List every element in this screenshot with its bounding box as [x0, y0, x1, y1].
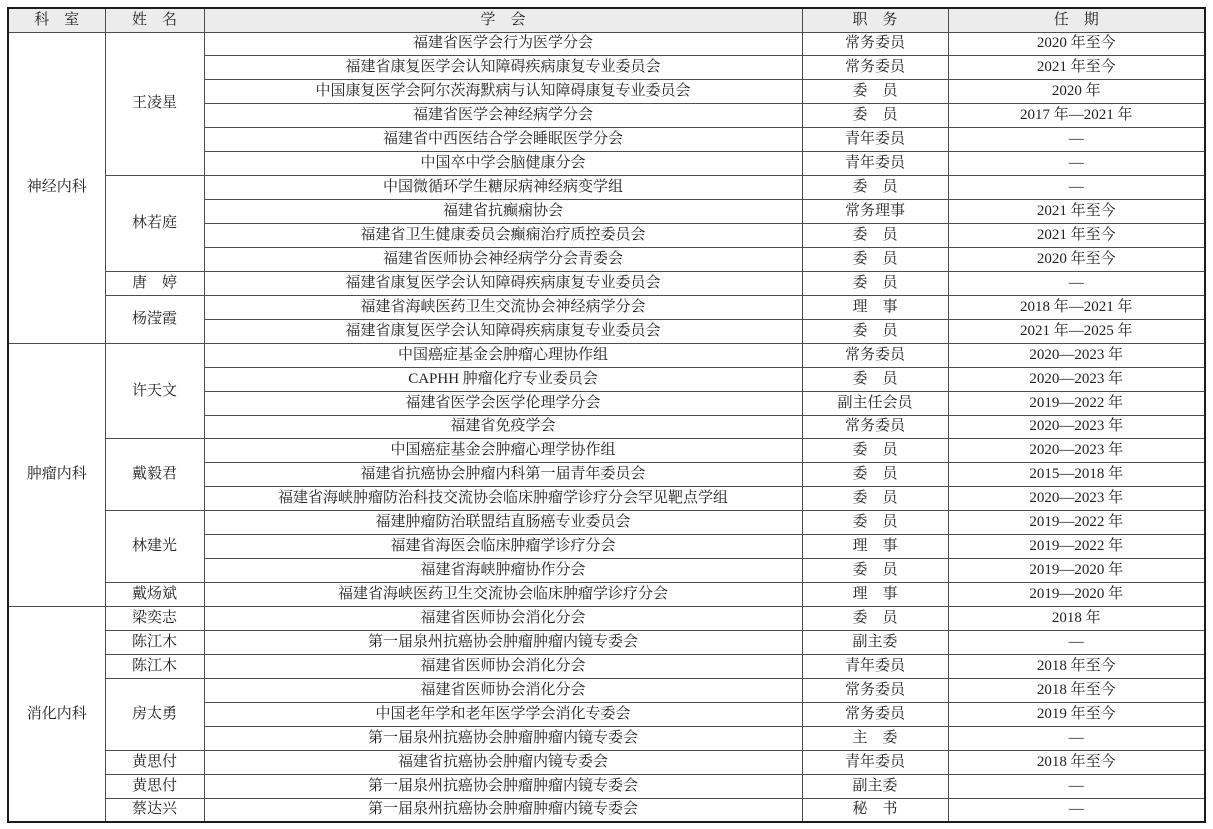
position-cell: 常务委员: [802, 343, 948, 367]
position-cell: 委 员: [802, 271, 948, 295]
position-cell: 常务理事: [802, 200, 948, 224]
society-cell: 福建省医师协会消化分会: [204, 607, 802, 631]
term-cell: 2020—2023 年: [948, 343, 1205, 367]
table-row: [8, 176, 1205, 200]
term-cell: 2020 年: [948, 80, 1205, 104]
position-cell: 副主任会员: [802, 391, 948, 415]
table-row: [8, 295, 1205, 319]
position-cell: 常务委员: [802, 32, 948, 56]
society-cell: 福建省海医会临床肿瘤学诊疗分会: [204, 535, 802, 559]
header-term: 任 期: [948, 8, 1205, 32]
society-cell: 福建省免疫学会: [204, 415, 802, 439]
society-cell: 福建省海峡医药卫生交流协会神经病学分会: [204, 295, 802, 319]
term-cell: 2021 年至今: [948, 224, 1205, 248]
term-cell: 2018 年—2021 年: [948, 295, 1205, 319]
name-cell: 王凌星: [105, 32, 204, 176]
term-cell: 2018 年至今: [948, 678, 1205, 702]
position-cell: 委 员: [802, 439, 948, 463]
table-row: [8, 678, 1205, 702]
table-row: [8, 511, 1205, 535]
society-cell: 中国微循环学生糖尿病神经病变学组: [204, 176, 802, 200]
department-cell: 消化内科: [8, 607, 105, 823]
term-cell: 2019—2020 年: [948, 583, 1205, 607]
society-cell: CAPHH 肿瘤化疗专业委员会: [204, 367, 802, 391]
position-cell: 委 员: [802, 224, 948, 248]
table-row: [8, 32, 1205, 56]
name-cell: 杨滢霞: [105, 295, 204, 343]
position-cell: 委 员: [802, 559, 948, 583]
table-row: [8, 607, 1205, 631]
header-row: [8, 8, 1205, 32]
society-cell: 福建省医师协会消化分会: [204, 654, 802, 678]
term-cell: 2021 年—2025 年: [948, 319, 1205, 343]
society-cell: 福建省抗癌协会肿瘤内镜专委会: [204, 750, 802, 774]
society-cell: 福建省医学会行为医学分会: [204, 32, 802, 56]
society-cell: 福建省医师协会神经病学分会青委会: [204, 247, 802, 271]
position-cell: 青年委员: [802, 152, 948, 176]
name-cell: 陈江木: [105, 654, 204, 678]
name-cell: 戴毅君: [105, 439, 204, 511]
society-cell: 福建省康复医学会认知障碍疾病康复专业委员会: [204, 271, 802, 295]
name-cell: 林若庭: [105, 176, 204, 272]
term-cell: —: [948, 152, 1205, 176]
term-cell: 2018 年至今: [948, 750, 1205, 774]
society-cell: 福建省康复医学会认知障碍疾病康复专业委员会: [204, 319, 802, 343]
society-cell: 福建省海峡肿瘤协作分会: [204, 559, 802, 583]
term-cell: —: [948, 774, 1205, 798]
society-cell: 中国康复医学会阿尔茨海默病与认知障碍康复专业委员会: [204, 80, 802, 104]
term-cell: 2019—2020 年: [948, 559, 1205, 583]
name-cell: 许天文: [105, 343, 204, 439]
position-cell: 委 员: [802, 80, 948, 104]
society-cell: 福建省卫生健康委员会癫痫治疗质控委员会: [204, 224, 802, 248]
position-cell: 秘 书: [802, 798, 948, 822]
position-cell: 理 事: [802, 583, 948, 607]
term-cell: 2018 年至今: [948, 654, 1205, 678]
society-cell: 福建省康复医学会认知障碍疾病康复专业委员会: [204, 56, 802, 80]
society-cell: 中国癌症基金会肿瘤心理协作组: [204, 343, 802, 367]
table-row: [8, 439, 1205, 463]
term-cell: 2017 年—2021 年: [948, 104, 1205, 128]
position-cell: 常务委员: [802, 56, 948, 80]
position-cell: 委 员: [802, 463, 948, 487]
term-cell: 2020 年至今: [948, 247, 1205, 271]
society-cell: 福建省医师协会消化分会: [204, 678, 802, 702]
header-department: 科 室: [8, 8, 105, 32]
table-row: [8, 798, 1205, 822]
term-cell: 2019—2022 年: [948, 511, 1205, 535]
position-cell: 常务委员: [802, 415, 948, 439]
term-cell: —: [948, 630, 1205, 654]
position-cell: 青年委员: [802, 128, 948, 152]
term-cell: —: [948, 176, 1205, 200]
header-name: 姓 名: [105, 8, 204, 32]
society-cell: 福建省中西医结合学会睡眠医学分会: [204, 128, 802, 152]
term-cell: 2019—2022 年: [948, 535, 1205, 559]
society-cell: 第一届泉州抗癌协会肿瘤肿瘤内镜专委会: [204, 630, 802, 654]
table-row: [8, 750, 1205, 774]
term-cell: 2020—2023 年: [948, 415, 1205, 439]
term-cell: 2020—2023 年: [948, 487, 1205, 511]
position-cell: 青年委员: [802, 654, 948, 678]
society-cell: 福建省海峡肿瘤防治科技交流协会临床肿瘤学诊疗分会罕见靶点学组: [204, 487, 802, 511]
position-cell: 委 员: [802, 511, 948, 535]
name-cell: 房太勇: [105, 678, 204, 750]
position-cell: 委 员: [802, 104, 948, 128]
society-cell: 中国癌症基金会肿瘤心理学协作组: [204, 439, 802, 463]
term-cell: 2020—2023 年: [948, 439, 1205, 463]
term-cell: 2018 年: [948, 607, 1205, 631]
table-body: [8, 32, 1205, 822]
term-cell: —: [948, 798, 1205, 822]
position-cell: 常务委员: [802, 702, 948, 726]
position-cell: 理 事: [802, 295, 948, 319]
name-cell: 黄思付: [105, 774, 204, 798]
term-cell: 2021 年至今: [948, 200, 1205, 224]
position-cell: 主 委: [802, 726, 948, 750]
society-cell: 福建省海峡医药卫生交流协会临床肿瘤学诊疗分会: [204, 583, 802, 607]
society-cell: 福建省抗癌协会肿瘤内科第一届青年委员会: [204, 463, 802, 487]
table-row: [8, 343, 1205, 367]
table-row: [8, 774, 1205, 798]
name-cell: 蔡达兴: [105, 798, 204, 822]
table-header-row: [8, 8, 1205, 32]
membership-table: [7, 7, 1206, 823]
society-cell: 中国卒中学会脑健康分会: [204, 152, 802, 176]
society-cell: 福建肿瘤防治联盟结直肠癌专业委员会: [204, 511, 802, 535]
society-cell: 福建省医学会医学伦理学分会: [204, 391, 802, 415]
header-position: 职 务: [802, 8, 948, 32]
society-cell: 福建省医学会神经病学分会: [204, 104, 802, 128]
society-cell: 福建省抗癫痫协会: [204, 200, 802, 224]
term-cell: —: [948, 128, 1205, 152]
position-cell: 委 员: [802, 607, 948, 631]
term-cell: 2019 年至今: [948, 702, 1205, 726]
term-cell: —: [948, 726, 1205, 750]
position-cell: 委 员: [802, 176, 948, 200]
table-row: [8, 630, 1205, 654]
term-cell: 2020 年至今: [948, 32, 1205, 56]
position-cell: 委 员: [802, 367, 948, 391]
society-cell: 中国老年学和老年医学学会消化专委会: [204, 702, 802, 726]
name-cell: 戴炀斌: [105, 583, 204, 607]
society-cell: 第一届泉州抗癌协会肿瘤肿瘤内镜专委会: [204, 798, 802, 822]
department-cell: 肿瘤内科: [8, 343, 105, 606]
term-cell: 2020—2023 年: [948, 367, 1205, 391]
name-cell: 梁奕志: [105, 607, 204, 631]
position-cell: 委 员: [802, 319, 948, 343]
name-cell: 陈江木: [105, 630, 204, 654]
term-cell: 2019—2022 年: [948, 391, 1205, 415]
table-row: [8, 583, 1205, 607]
table-row: [8, 654, 1205, 678]
society-cell: 第一届泉州抗癌协会肿瘤肿瘤内镜专委会: [204, 774, 802, 798]
name-cell: 林建光: [105, 511, 204, 583]
header-society: 学 会: [204, 8, 802, 32]
position-cell: 委 员: [802, 487, 948, 511]
position-cell: 委 员: [802, 247, 948, 271]
position-cell: 常务委员: [802, 678, 948, 702]
term-cell: 2021 年至今: [948, 56, 1205, 80]
term-cell: —: [948, 271, 1205, 295]
society-cell: 第一届泉州抗癌协会肿瘤肿瘤内镜专委会: [204, 726, 802, 750]
position-cell: 理 事: [802, 535, 948, 559]
department-cell: 神经内科: [8, 32, 105, 343]
table-row: [8, 271, 1205, 295]
name-cell: 黄思付: [105, 750, 204, 774]
position-cell: 青年委员: [802, 750, 948, 774]
position-cell: 副主委: [802, 774, 948, 798]
term-cell: 2015—2018 年: [948, 463, 1205, 487]
position-cell: 副主委: [802, 630, 948, 654]
name-cell: 唐 婷: [105, 271, 204, 295]
